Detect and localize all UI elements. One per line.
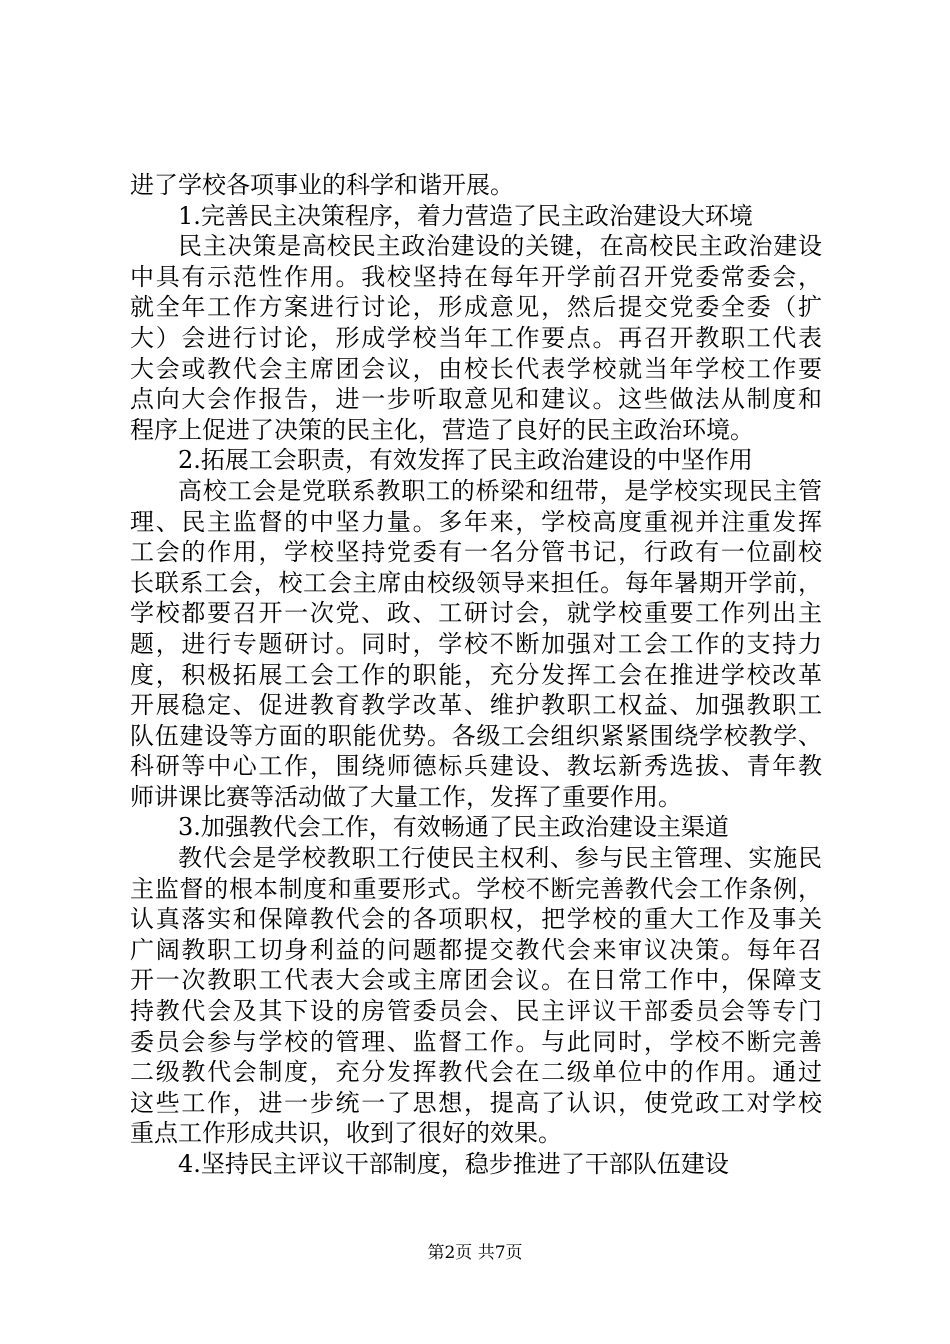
section-heading-1: 1.完善民主决策程序，着力营造了民主政治建设大环境 (178, 201, 753, 230)
body-line: 队伍建设等方面的职能优势。各级工会组织紧紧围绕学校教学、 (130, 721, 822, 750)
body-line: 度，积极拓展工会工作的职能，充分发挥工会在推进学校改革 (130, 660, 822, 689)
body-line: 工会的作用，学校坚持党委有一名分管书记，行政有一位副校 (130, 538, 822, 567)
body-line: 题，进行专题研讨。同时，学校不断加强对工会工作的支持力 (130, 629, 822, 658)
body-line: 委员会参与学校的管理、监督工作。与此同时，学校不断完善 (130, 1027, 822, 1056)
body-line: 持教代会及其下设的房管委员会、民主评议干部委员会等专门 (130, 997, 822, 1026)
body-line: 认真落实和保障教代会的各项职权，把学校的重大工作及事关 (130, 905, 822, 934)
body-line: 就全年工作方案进行讨论，形成意见，然后提交党委全委（扩 (130, 293, 822, 322)
body-line: 理、民主监督的中坚力量。多年来，学校高度重视并注重发挥 (130, 507, 822, 536)
section-heading-4: 4.坚持民主评议干部制度，稳步推进了干部队伍建设 (178, 1150, 729, 1178)
section-heading-2: 2.拓展工会职责，有效发挥了民主政治建设的中坚作用 (178, 446, 753, 475)
body-line: 大会或教代会主席团会议，由校长代表学校就当年学校工作要 (130, 354, 822, 383)
body-line: 点向大会作报告，进一步听取意见和建议。这些做法从制度和 (130, 385, 822, 414)
body-line: 程序上促进了决策的民主化，营造了良好的民主政治环境。 (130, 415, 754, 444)
body-line: 开一次教职工代表大会或主席团会议。在日常工作中，保障支 (130, 966, 822, 995)
page-indicator: 第2页 共7页 (427, 1243, 523, 1263)
paragraph-tail-line: 进了学校各项事业的科学和谐开展。 (130, 171, 514, 199)
body-line: 大）会进行讨论，形成学校当年工作要点。再召开教职工代表 (130, 323, 822, 352)
body-line: 民主决策是高校民主政治建设的关键，在高校民主政治建设 (178, 232, 822, 261)
document-body (130, 170, 822, 1180)
body-line: 开展稳定、促进教育教学改革、维护教职工权益、加强教职工 (130, 691, 822, 720)
body-line: 这些工作，进一步统一了思想，提高了认识，使党政工对学校 (130, 1088, 822, 1117)
body-line: 广阔教职工切身利益的问题都提交教代会来审议决策。每年召 (130, 935, 822, 964)
body-line: 教代会是学校教职工行使民主权利、参与民主管理、实施民 (178, 844, 822, 873)
body-line: 长联系工会，校工会主席由校级领导来担任。每年暑期开学前， (130, 568, 822, 597)
body-line: 科研等中心工作，围绕师德标兵建设、教坛新秀选拔、青年教 (130, 752, 822, 781)
body-line: 师讲课比赛等活动做了大量工作，发挥了重要作用。 (130, 782, 682, 811)
body-line: 学校都要召开一次党、政、工研讨会，就学校重要工作列出主 (130, 599, 822, 628)
body-line: 中具有示范性作用。我校坚持在每年开学前召开党委常委会， (130, 262, 822, 291)
body-line: 重点工作形成共识，收到了很好的效果。 (130, 1119, 562, 1148)
body-line: 主监督的根本制度和重要形式。学校不断完善教代会工作条例， (130, 874, 822, 903)
section-heading-3: 3.加强教代会工作，有效畅通了民主政治建设主渠道 (178, 813, 729, 842)
body-line: 二级教代会制度，充分发挥教代会在二级单位中的作用。通过 (130, 1058, 822, 1087)
body-line: 高校工会是党联系教职工的桥梁和纽带，是学校实现民主管 (178, 476, 822, 505)
